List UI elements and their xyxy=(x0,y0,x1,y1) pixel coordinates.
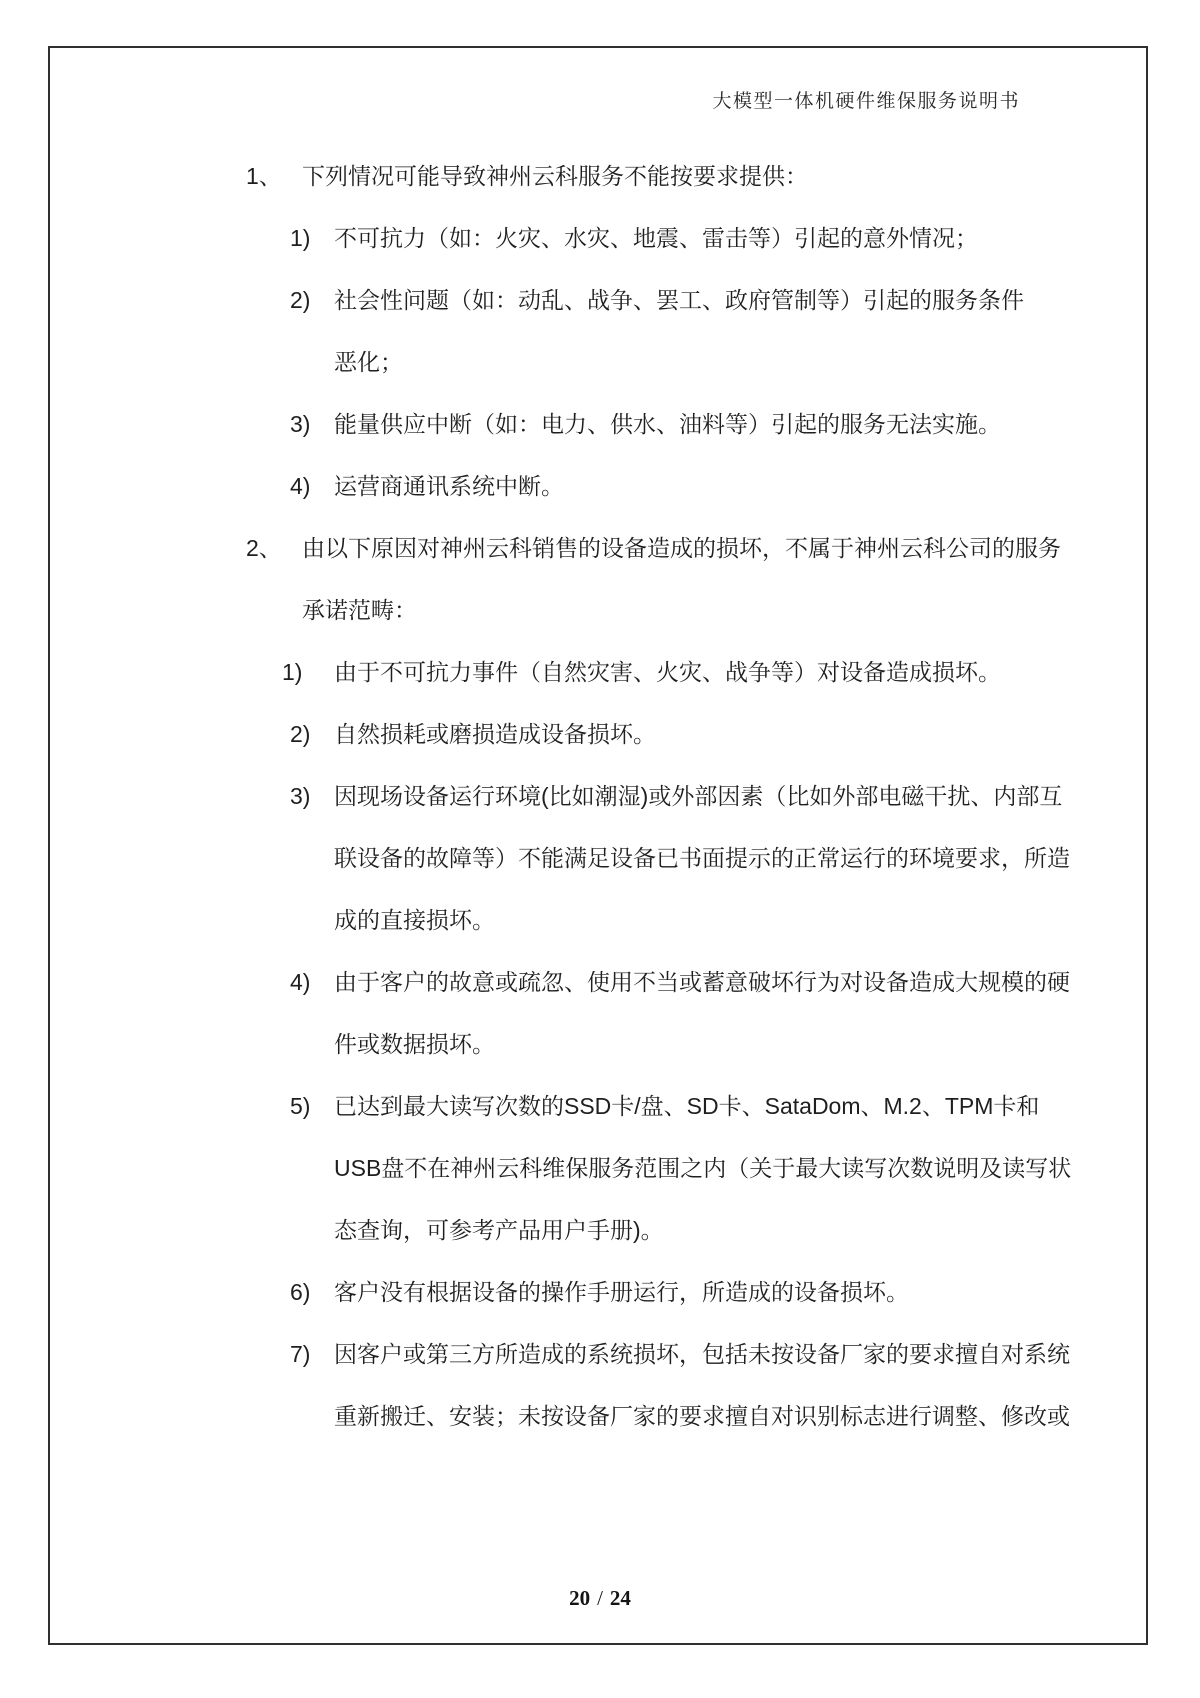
list-text: 由于客户的故意或疏忽、使用不当或蓄意破坏行为对设备造成大规模的硬 xyxy=(334,969,1070,995)
document-header-title: 大模型一体机硬件维保服务说明书 xyxy=(712,91,1020,112)
list-number: 5) xyxy=(290,1093,311,1119)
list-item-2-4-continuation xyxy=(0,1032,1200,1056)
list-item-1-2 xyxy=(0,288,1200,312)
list-text: 因现场设备运行环境(比如潮湿)或外部因素（比如外部电磁干扰、内部互 xyxy=(334,783,1063,809)
list-text: 件或数据损坏。 xyxy=(334,1031,495,1057)
page-number-separator: / xyxy=(597,1586,603,1610)
list-item-1-4 xyxy=(0,474,1200,498)
list-text: 由于不可抗力事件（自然灾害、火灾、战争等）对设备造成损坏。 xyxy=(334,659,1001,685)
list-item-2-3-continuation xyxy=(0,908,1200,932)
list-text: 重新搬迁、安装；未按设备厂家的要求擅自对识别标志进行调整、修改或 xyxy=(334,1403,1070,1429)
list-item-2-3-continuation xyxy=(0,846,1200,870)
list-number: 3) xyxy=(290,411,311,437)
list-number: 6) xyxy=(290,1279,311,1305)
list-item-1-1 xyxy=(0,226,1200,250)
list-text: 态查询，可参考产品用户手册)。 xyxy=(334,1217,664,1243)
list-text: 由以下原因对神州云科销售的设备造成的损坏，不属于神州云科公司的服务 xyxy=(302,535,1061,561)
list-item-2-5-continuation xyxy=(0,1156,1200,1180)
current-page-number: 20 xyxy=(569,1586,591,1610)
list-text: 客户没有根据设备的操作手册运行，所造成的设备损坏。 xyxy=(334,1279,909,1305)
list-text: 下列情况可能导致神州云科服务不能按要求提供： xyxy=(302,163,808,189)
list-item-2-7-continuation xyxy=(0,1404,1200,1428)
list-item-1-3 xyxy=(0,412,1200,436)
page-number-footer xyxy=(0,1586,1200,1611)
list-text: 承诺范畴： xyxy=(302,597,417,623)
list-item-2-5 xyxy=(0,1094,1200,1118)
list-number: 2、 xyxy=(246,535,282,561)
list-text: 因客户或第三方所造成的系统损坏，包括未按设备厂家的要求擅自对系统 xyxy=(334,1341,1070,1367)
list-item-2-continuation xyxy=(0,598,1200,622)
list-text: 自然损耗或磨损造成设备损坏。 xyxy=(334,721,656,747)
list-item-2-1 xyxy=(0,660,1200,684)
list-text: 运营商通讯系统中断。 xyxy=(334,473,564,499)
list-item-2 xyxy=(0,536,1200,560)
list-number: 7) xyxy=(290,1341,311,1367)
list-item-1 xyxy=(0,164,1200,188)
list-number: 2) xyxy=(290,721,311,747)
list-number: 4) xyxy=(290,473,311,499)
total-page-number: 24 xyxy=(609,1586,631,1610)
list-item-2-6 xyxy=(0,1280,1200,1304)
list-number: 2) xyxy=(290,287,311,313)
list-text: 联设备的故障等）不能满足设备已书面提示的正常运行的环境要求，所造 xyxy=(334,845,1070,871)
list-text: 已达到最大读写次数的SSD卡/盘、SD卡、SataDom、M.2、TPM卡和 xyxy=(334,1093,1040,1119)
list-text: 能量供应中断（如：电力、供水、油料等）引起的服务无法实施。 xyxy=(334,411,1001,437)
list-text: 社会性问题（如：动乱、战争、罢工、政府管制等）引起的服务条件 xyxy=(334,287,1024,313)
list-item-2-3 xyxy=(0,784,1200,808)
list-number: 1、 xyxy=(246,163,282,189)
list-text: 不可抗力（如：火灾、水灾、地震、雷击等）引起的意外情况； xyxy=(334,225,978,251)
list-text: USB盘不在神州云科维保服务范围之内（关于最大读写次数说明及读写状 xyxy=(334,1155,1072,1181)
list-text: 恶化； xyxy=(334,349,403,375)
list-item-2-4 xyxy=(0,970,1200,994)
document-body xyxy=(0,164,1200,1466)
list-item-2-2 xyxy=(0,722,1200,746)
list-number: 3) xyxy=(290,783,311,809)
list-item-2-7 xyxy=(0,1342,1200,1366)
list-item-2-5-continuation xyxy=(0,1218,1200,1242)
list-text: 成的直接损坏。 xyxy=(334,907,495,933)
list-number: 1) xyxy=(290,225,311,251)
list-number: 4) xyxy=(290,969,311,995)
list-number: 1) xyxy=(282,659,303,685)
list-item-1-2-continuation xyxy=(0,350,1200,374)
